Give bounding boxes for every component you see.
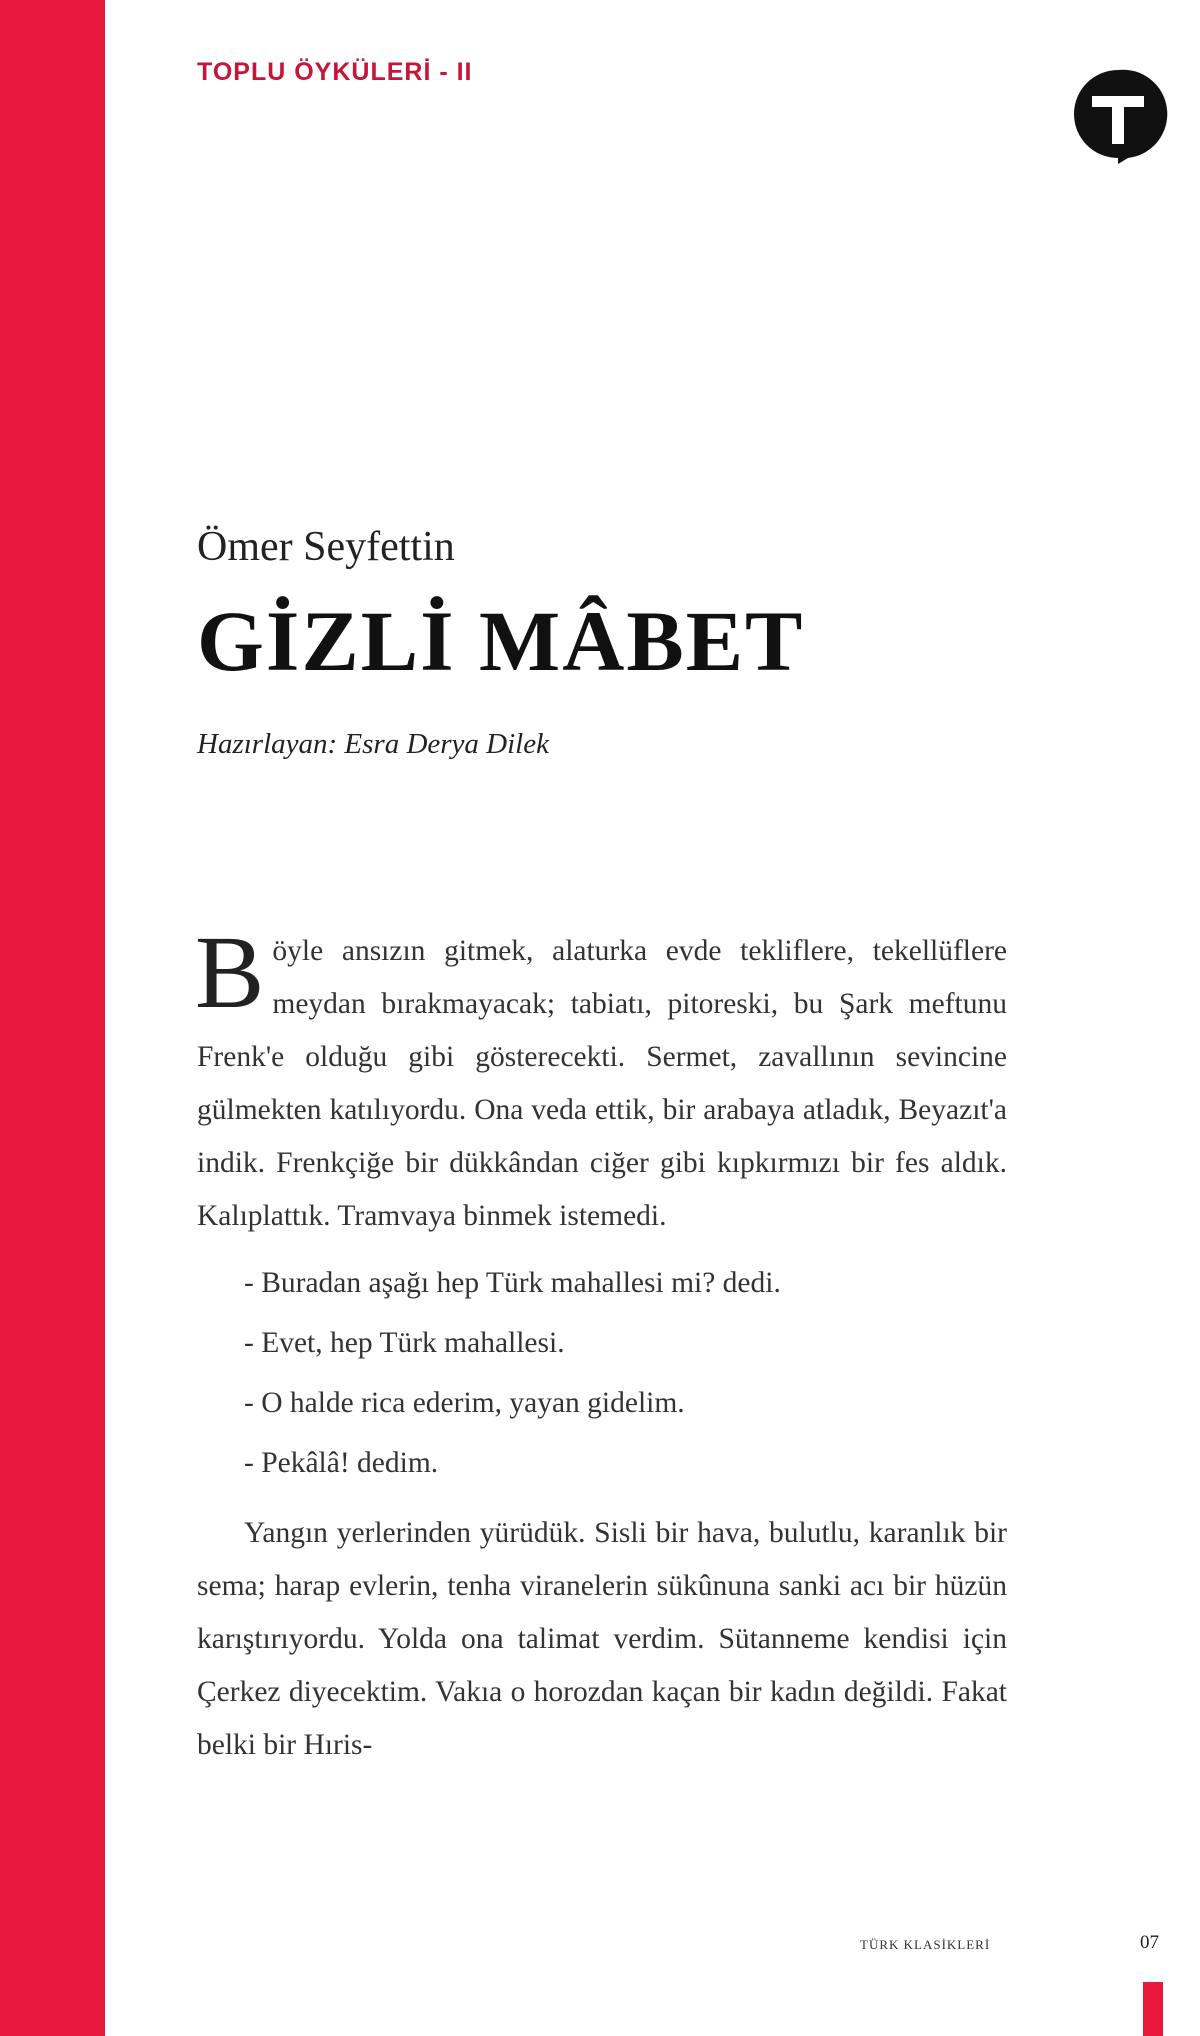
dialog-line: - O halde rica ederim, yayan gidelim. xyxy=(244,1387,685,1419)
red-spine-band xyxy=(0,0,105,2036)
book-title: GİZLİ MÂBET xyxy=(197,593,805,689)
paragraph-1-text: öyle ansızın gitmek, alaturka evde tekliflere, tekellüflere meydan bırakmayacak; tabiatı, pitoreski, bu Şark meftunu Frenk'e olduğu gibi gösterecekti. Sermet, zavallının sevincine gülmekten katılıyordu. Ona veda ettik, bir arabaya atladık, Beyazıt'a indik. Frenkçiğe bir dükkândan ciğer gibi kıpkırmızı bir fes aldık. Kalıplattık. Tramvaya binmek istemedi. xyxy=(197,935,1007,1232)
drop-cap: B xyxy=(195,915,265,1030)
dialog-block xyxy=(197,1253,1007,1493)
dialog-line: - Buradan aşağı hep Türk mahallesi mi? dedi. xyxy=(244,1267,781,1299)
editor-credit: Hazırlayan: Esra Derya Dilek xyxy=(197,728,549,760)
story-text xyxy=(195,915,1007,1772)
paragraph-2: Yangın yerlerinden yürüdük. Sisli bir hava, bulutlu, karanlık bir sema; harap evlerin, tenha viranelerin sükûnuna sanki acı bir hüzün karıştırıyordu. Yolda ona talimat verdim. Sütanneme kendisi için Çerkez diyecektim. Vakıa o horozdan kaçan bir kadın değildi. Fakat belki bir Hıris- xyxy=(197,1517,1007,1761)
page-number: 07 xyxy=(1140,1932,1159,1953)
dialog-line: - Pekâlâ! dedim. xyxy=(244,1447,439,1479)
series-title: TOPLU ÖYKÜLERİ - II xyxy=(197,58,473,86)
dialog-line: - Evet, hep Türk mahallesi. xyxy=(244,1327,565,1359)
paragraph-1 xyxy=(195,915,1007,1243)
publisher-t-logo-icon xyxy=(1068,66,1168,166)
author-name: Ömer Seyfettin xyxy=(197,524,455,570)
red-corner-tab xyxy=(1143,1982,1163,2036)
collection-label: TÜRK KLASİKLERİ xyxy=(860,1937,991,1952)
